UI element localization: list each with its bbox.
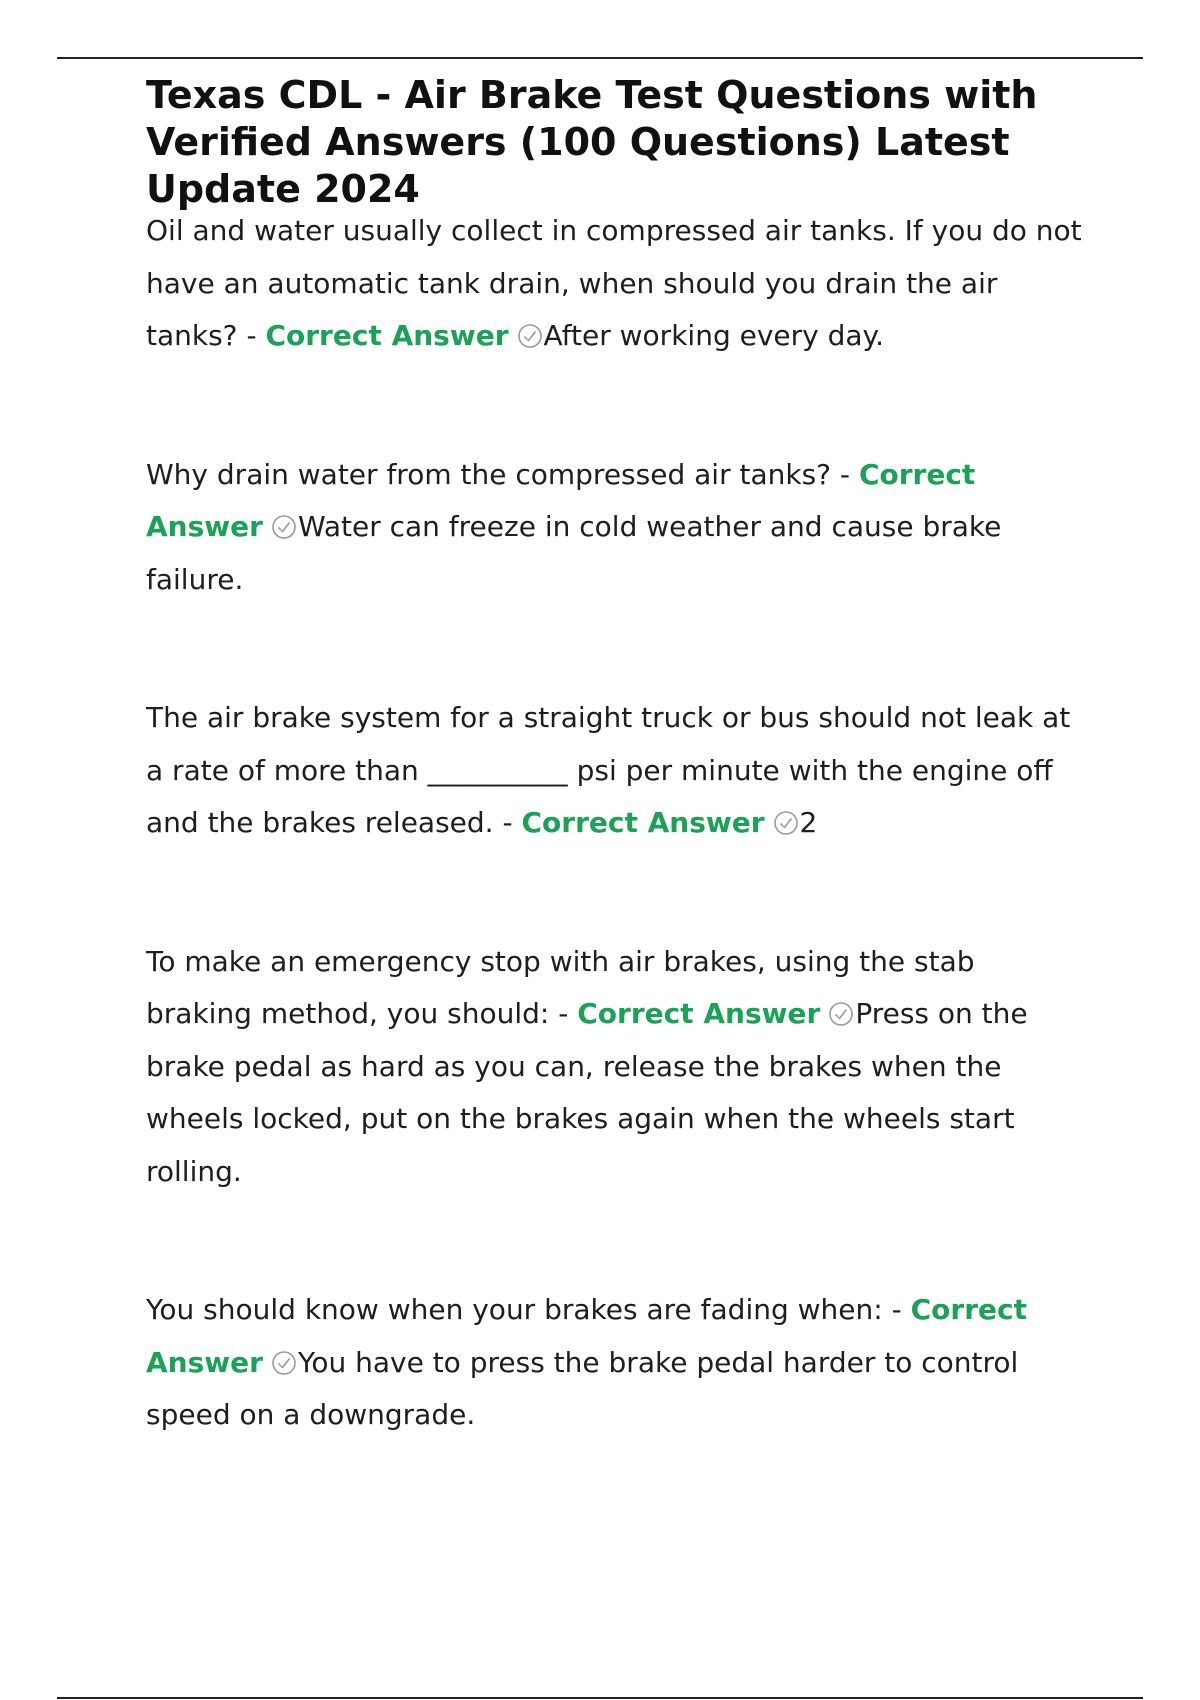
correct-answer-label: Correct Answer <box>521 806 765 839</box>
question-text: Oil and water usually collect in compressed air tanks. If you do not have an automatic tank drain, when should you drain the air tanks? - <box>146 214 1082 352</box>
question-text: The air brake system for a straight truck or bus should not leak at a rate of more than __________ psi per minute with the engine off and the brakes released. - <box>146 701 1071 839</box>
check-circle-icon <box>517 323 543 349</box>
answer-text: Water can freeze in cold weather and cause brake failure. <box>146 510 1002 596</box>
question-text: You should know when your brakes are fading when: - <box>146 1293 911 1326</box>
qa-item <box>146 205 1086 363</box>
check-circle-icon <box>773 810 799 836</box>
qa-item <box>146 936 1086 1199</box>
document-title: Texas CDL - Air Brake Test Questions with Verified Answers (100 Questions) Latest Update 2024 <box>146 73 1038 211</box>
answer-text: You have to press the brake pedal harder to control speed on a downgrade. <box>146 1345 1019 1431</box>
correct-answer-label: Correct Answer <box>577 997 821 1030</box>
document-page <box>146 72 1086 1528</box>
check-circle-icon <box>828 1001 854 1027</box>
question-text: To make an emergency stop with air brakes, using the stab braking method, you should: - <box>146 944 975 1030</box>
top-rule <box>57 57 1143 59</box>
answer-text: After working every day. <box>543 319 885 352</box>
qa-list <box>146 205 1086 1442</box>
qa-item <box>146 692 1086 850</box>
correct-answer-label: Correct Answer <box>265 319 509 352</box>
answer-text: Press on the brake pedal as hard as you can, release the brakes when the wheels locked, put on the brakes again when the wheels start rolling. <box>146 997 1028 1188</box>
answer-text: 2 <box>799 806 818 839</box>
check-circle-icon <box>271 1350 297 1376</box>
correct-answer-label: Correct Answer <box>146 1293 1027 1379</box>
qa-item <box>146 1284 1086 1442</box>
correct-answer-label: Correct Answer <box>146 457 976 543</box>
question-text: Why drain water from the compressed air tanks? - <box>146 457 859 491</box>
check-circle-icon <box>271 514 297 540</box>
qa-item <box>146 449 1086 607</box>
bottom-rule <box>57 1697 1143 1699</box>
